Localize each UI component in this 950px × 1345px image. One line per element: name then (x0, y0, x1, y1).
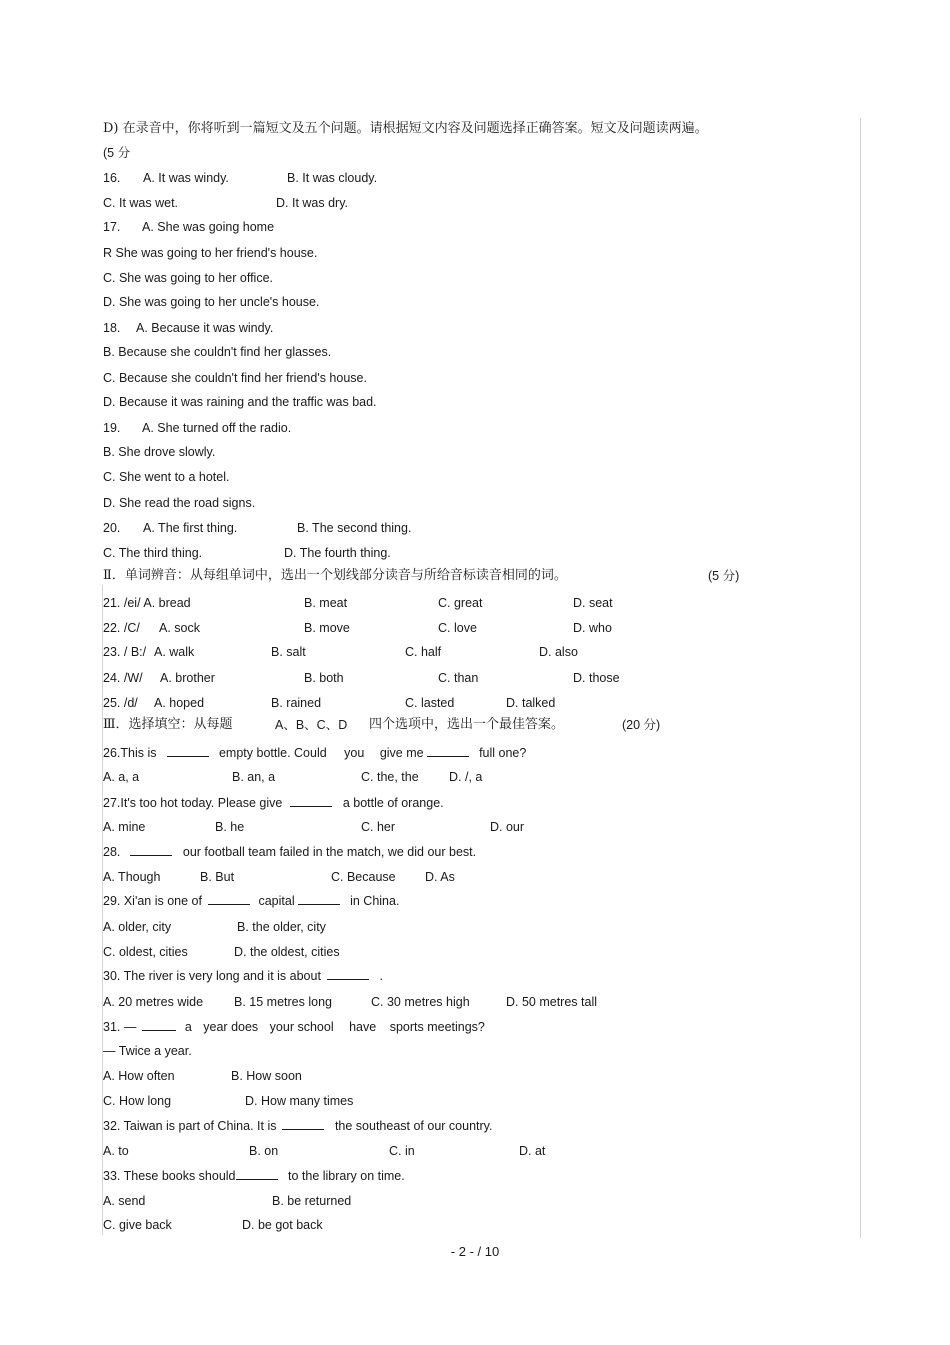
question-31: 31. — a year does your school have sports meetings? (103, 1020, 485, 1034)
question-29: 29. Xi'an is one of capital in China. (103, 894, 400, 908)
answer-blank (327, 968, 369, 980)
answer-blank (130, 844, 172, 856)
section-d-instruction: D) 在录音中，你将听到一篇短文及五个问题。请根据短文内容及问题选择正确答案。短文及问题读两遍。 (103, 121, 708, 136)
answer-blank (208, 893, 250, 905)
question-18-d: D. Because it was raining and the traffic was bad. (103, 395, 377, 409)
answer-blank (167, 745, 209, 757)
question-19-d: D. She read the road signs. (103, 496, 256, 510)
question-17-b: R She was going to her friend's house. (103, 246, 318, 260)
answer-blank (290, 795, 332, 807)
page-number: - 2 - / 10 (450, 1244, 500, 1259)
question-18-b: B. Because she couldn't find her glasses. (103, 345, 332, 359)
question-17-c: C. She was going to her office. (103, 271, 274, 285)
answer-blank (142, 1019, 176, 1031)
question-18-c: C. Because she couldn't find her friend's house. (103, 371, 367, 385)
question-28: 28. our football team failed in the match, we did our best. (103, 845, 477, 859)
question-17-d: D. She was going to her uncle's house. (103, 295, 320, 309)
question-19-b: B. She drove slowly. (103, 445, 216, 459)
question-33: 33. These books should to the library on time. (103, 1169, 405, 1183)
answer-blank (427, 745, 469, 757)
question-19-c: C. She went to a hotel. (103, 470, 230, 484)
answer-blank (236, 1168, 278, 1180)
document-page: D) 在录音中，你将听到一篇短文及五个问题。请根据短文内容及问题选择正确答案。短文及问题读两遍。 (5 分 16. A. It was windy. B. It was cloudy. C. It was wet. D. It was dry. 17. A. She was going home R She was going to her friend's house. C. She was going to her office. D. She was going to her uncle's house. 18. A. Because it was windy. B. Because she couldn't find her glasses. C. Because she couldn't find her friend's house. D. Because it was raining and the traffic was bad. 19. A. She turned off the radio. B. She drove slowly. C. She went to a hotel. D. She read the road signs. 20. A. The first thing. B. The second thing. C. The third thing. D. The fourth thing. Ⅱ．单词辨音：从每组单词中，选出一个划线部分读音与所给音标读音相同的词。 (5 分) 21. /ei/ A. bread B. meat C. great D. seat 22. /C/ A. sock B. move C. love D. who 23. / B:/ A. walk B. salt C. half D. also 24. /W/ A. brother B. both C. than D. those 25. /d/ A. hoped B. rained C. lasted D. talked Ⅲ．选择填空：从每题 A、B、C、D 四个选项中，选出一个最佳答案。 (20 分) 26.This is empty bottle. Could you give me full one? A. a, a B. an, a C. the, the D. /, a 27.It's too hot today. Please give a bottle of orange. A. mine B. he C. her D. our 28. our football team failed in the match, we did our best. A. Though B. But C. Because D. As 29. Xi'an is one of capital in China. A. older, city B. the older, city C. oldest, cities D. the oldest, cities 30. The river is very long and it is about . A. 20 metres wide B. 15 metres long C. 30 metres high D. 50 metres tall 31. — a year does your school have sports meetings? — Twice a year. A. How often B. How soon C. How long D. How many times 32. Taiwan is part of China. It is the southeast of our country. A. to B. on C. in D. at 33. These books should to the library on time. A. send B. be returned C. give back D. be got back - 2 - / 10 (0, 0, 950, 1345)
answer-blank (282, 1118, 324, 1130)
question-31-reply: — Twice a year. (103, 1044, 192, 1058)
section-d-points: (5 分 (103, 146, 131, 160)
question-27: 27.It's too hot today. Please give a bottle of orange. (103, 796, 444, 810)
right-margin-line (860, 118, 861, 1238)
answer-blank (298, 893, 340, 905)
question-32: 32. Taiwan is part of China. It is the southeast of our country. (103, 1119, 493, 1133)
question-26: 26.This is empty bottle. Could you give me full one? (103, 746, 527, 760)
question-30: 30. The river is very long and it is about . (103, 969, 383, 983)
